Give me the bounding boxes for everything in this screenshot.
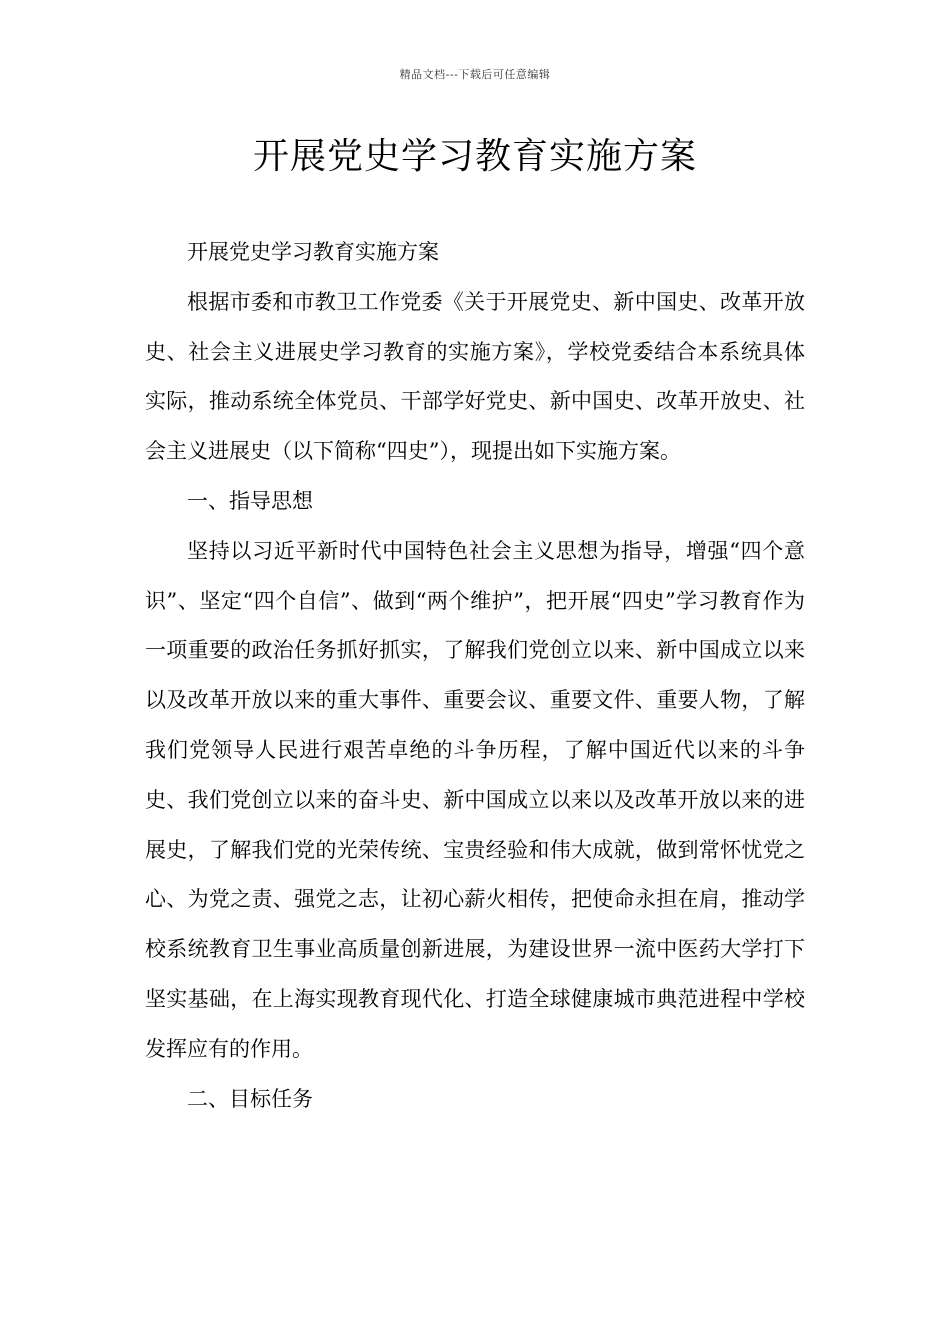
header-note: 精品文档---下载后可任意编辑 [399, 68, 551, 81]
section-heading-guiding-ideology: 一、指导思想 [187, 488, 313, 513]
paragraph-subtitle: 开展党史学习教育实施方案 [187, 240, 439, 264]
document-title: 开展党史学习教育实施方案 [252, 136, 697, 177]
paragraph-intro: 根据市委和市教卫工作党委《关于开展党史、新中国史、改革开放史、社会主义进展史学习教育的实施方案》，学校党委结合本系统具体实际，推动系统全体党员、干部学好党史、新中国史、改革开放史、社会主义进展史（以下简称“四史”），现提出如下实施方案。 [145, 289, 805, 464]
document-body [145, 228, 805, 1124]
paragraph-guiding-ideology: 坚持以习近平新时代中国特色社会主义思想为指导，增强“四个意识”、坚定“四个自信”、做到“两个维护”，把开展“四史”学习教育作为一项重要的政治任务抓好抓实，了解我们党创立以来、新中国成立以来以及改革开放以来的重大事件、重要会议、重要文件、重要人物，了解我们党领导人民进行艰苦卓绝的斗争历程，了解中国近代以来的斗争史、我们党创立以来的奋斗史、新中国成立以来以及改革开放以来的进展史，了解我们党的光荣传统、宝贵经验和伟大成就，做到常怀忧党之心、为党之责、强党之志，让初心薪火相传，把使命永担在肩，推动学校系统教育卫生事业高质量创新进展，为建设世界一流中医药大学打下坚实基础，在上海实现教育现代化、打造全球健康城市典范进程中学校发挥应有的作用。 [145, 538, 805, 1061]
section-heading-goals-tasks: 二、目标任务 [187, 1086, 313, 1111]
